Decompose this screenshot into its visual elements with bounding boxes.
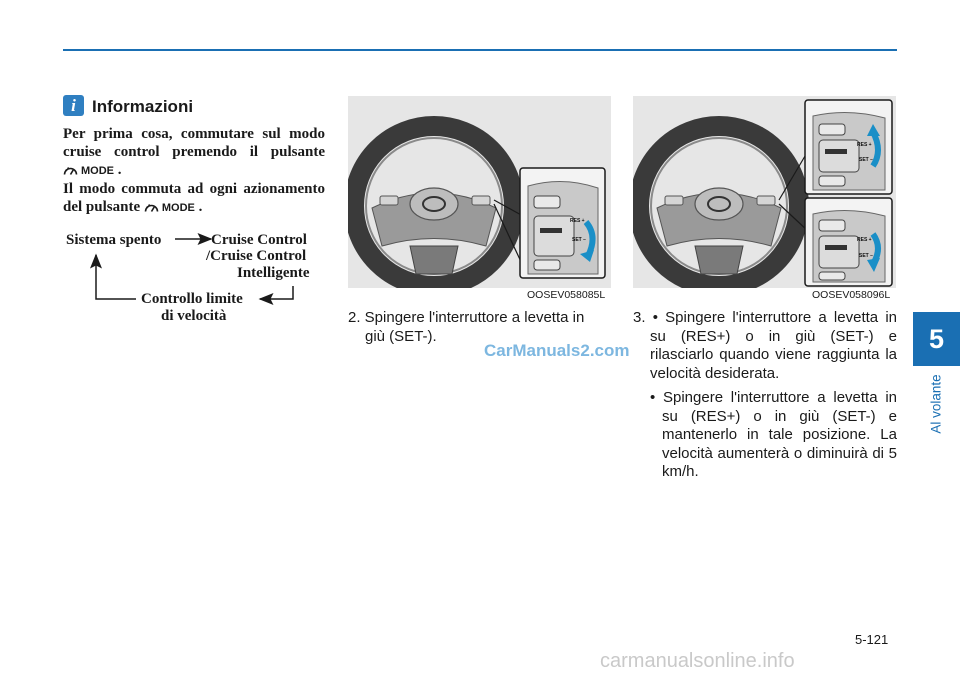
mode-button-inline xyxy=(63,162,114,180)
fig2b-res-label: RES + xyxy=(857,237,872,243)
arrow-limite-to-off xyxy=(96,255,136,299)
info-paragraph-2-end: . xyxy=(198,199,203,215)
info-title: Informazioni xyxy=(92,97,194,116)
diagram-limite-line1: Controllo limite xyxy=(141,291,243,307)
fig2-set-label: SET − xyxy=(859,157,874,163)
figure-1-code: OOSEV058085L xyxy=(527,289,606,301)
step-2-line1: 2. Spingere l'interruttore a levetta in xyxy=(348,309,585,326)
info-paragraph-2 xyxy=(63,180,325,217)
page-number: 5-121 xyxy=(855,632,889,647)
carmanuals-watermark[interactable]: CarManuals2.com xyxy=(484,341,630,360)
chapter-number-tab[interactable]: 5 xyxy=(913,312,960,366)
chapter-label xyxy=(911,368,960,440)
figure-steering-wheel-1 xyxy=(348,96,611,288)
header-rule xyxy=(63,49,897,51)
fig1-res-label: RES + xyxy=(570,218,585,224)
info-paragraph-1-end: . xyxy=(117,162,122,178)
fig2-res-label: RES + xyxy=(857,142,872,148)
steering-wheel-illustration xyxy=(348,96,611,288)
cruise-speedometer-icon xyxy=(144,202,159,213)
chapter-label-text: Al volante xyxy=(928,374,944,434)
step-3-bullet-2: • Spingere l'interruttore a levetta in su (RES+) o in giù (SET-) e mantenerlo in tale posizione. La velocità aumenterà o diminuirà di 5 km/h. xyxy=(650,389,897,480)
diagram-limite-line2: di velocità xyxy=(161,308,227,324)
info-icon: i xyxy=(63,95,84,116)
step-3-bullet-1: 3. • Spingere l'interruttore a levetta in su (RES+) o in giù (SET-) e rilasciarlo quando viene raggiunta la velocità desiderata. xyxy=(633,309,897,382)
diagram-sistema-spento: Sistema spento xyxy=(66,232,162,248)
diagram-cruise-line1: Cruise Control xyxy=(211,232,307,248)
footer-watermark[interactable]: carmanualsonline.info xyxy=(600,650,795,672)
mode-label: MODE xyxy=(161,201,195,214)
cruise-speedometer-icon xyxy=(63,165,78,176)
info-paragraph-1-text: Per prima cosa, commutare sul modo cruise control premendo il pulsante xyxy=(63,126,325,160)
info-paragraph-1 xyxy=(63,125,325,180)
figure-steering-wheel-2 xyxy=(633,96,896,288)
mode-button-inline xyxy=(144,199,195,217)
diagram-cruise-line3: Intelligente xyxy=(237,265,310,281)
fig2b-set-label: SET − xyxy=(859,253,874,259)
step-3 xyxy=(633,309,897,482)
mode-label: MODE xyxy=(81,164,114,177)
diagram-arrows xyxy=(60,225,330,335)
arrow-cruise-to-limite xyxy=(260,286,293,299)
info-paragraph-2-text: Il modo commuta ad ogni azionamento del pulsante xyxy=(63,181,325,215)
step-2-line2: giù (SET-). xyxy=(365,327,437,345)
steering-wheel-illustration xyxy=(633,96,896,288)
diagram-cruise-line2: /Cruise Control xyxy=(206,248,307,264)
figure-2-code: OOSEV058096L xyxy=(812,289,891,301)
fig1-set-label: SET − xyxy=(572,237,587,243)
